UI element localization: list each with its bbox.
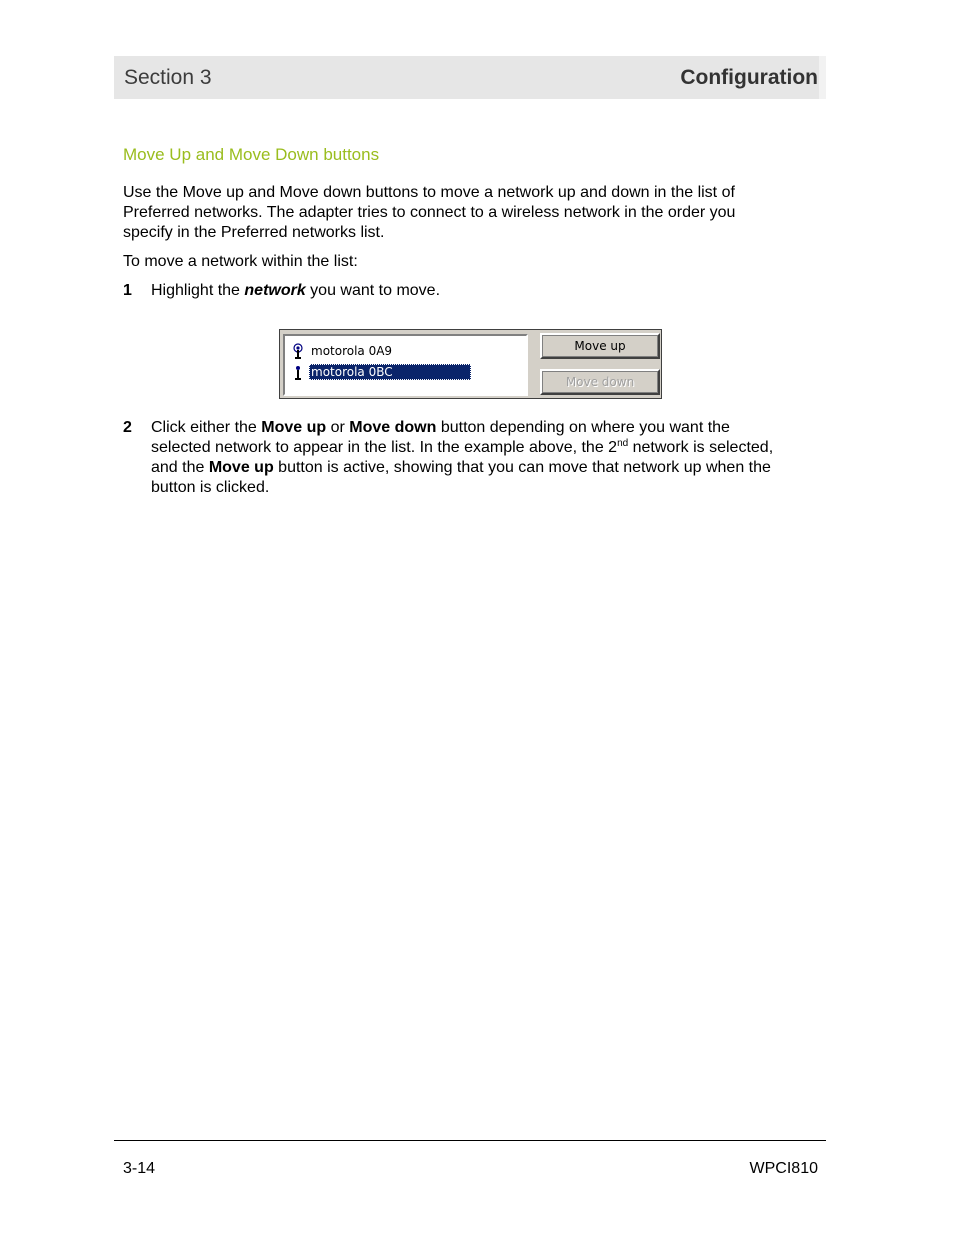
preferred-networks-panel [279,329,662,399]
move-up-button[interactable]: Move up [540,333,660,359]
wireless-antenna-icon [291,343,305,359]
section-header [114,56,826,99]
section-title: Configuration [680,66,818,89]
step-number: 1 [123,282,132,299]
page-number: 3-14 [123,1160,156,1177]
document-id: WPCI810 [749,1160,818,1177]
emphasis: Move up [261,419,327,436]
section-number: Section 3 [124,66,212,89]
intro-line: Preferred networks. The adapter tries to connect to a wireless network in the order you [123,204,736,221]
emphasis: Move down [349,419,437,436]
ordinal-suffix: nd [617,438,629,449]
instruction-text: To move a network within the list: [123,253,358,270]
step-text: Click either the Move up or Move down button depending on where you want the selected network to appear in the list. In the example above, the 2nd network is selected, and the Move up button is active, showing that you can move that network up when the button is clicked. [151,419,774,496]
network-name: motorola 0A9 [311,344,393,358]
emphasis: network [244,282,306,299]
header-edge [819,56,826,99]
footer-divider [114,1140,826,1141]
network-name: motorola 0BC [309,364,471,380]
list-item[interactable] [291,342,394,360]
intro-line: specify in the Preferred networks list. [123,224,385,241]
step-text: Highlight the network you want to move. [151,282,441,299]
preferred-networks-list[interactable] [283,334,528,396]
move-down-button[interactable]: Move down [540,369,660,395]
list-item-selected[interactable] [291,363,471,381]
intro-paragraph [123,183,823,243]
subsection-heading: Move Up and Move Down buttons [123,145,380,164]
step-number: 2 [123,419,132,436]
intro-line: Use the Move up and Move down buttons to move a network up and down in the list of [123,184,735,201]
wireless-antenna-icon [291,364,305,380]
emphasis: Move up [208,459,274,476]
